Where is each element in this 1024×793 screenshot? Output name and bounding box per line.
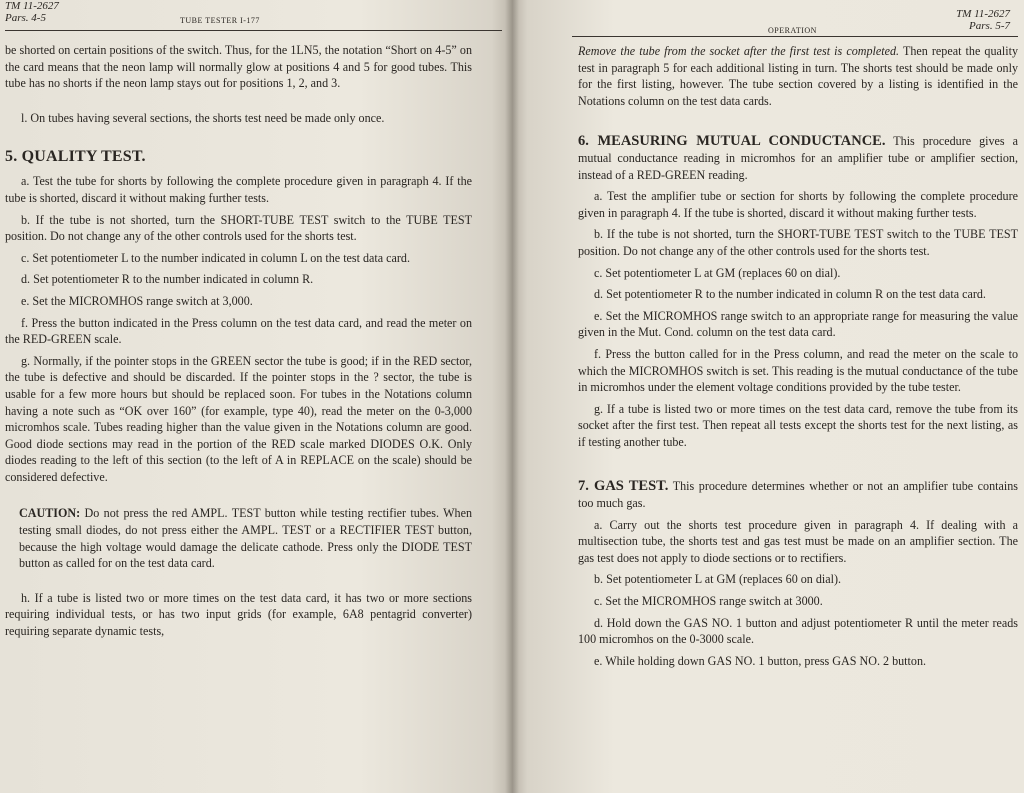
paragraph-l: l. On tubes having several sections, the shorts test need be made only once. — [21, 110, 385, 125]
continued-paragraph: be shorted on certain positions of the switch. Thus, for the 1LN5, the notation “Short on 4-5” on the card means that the neon lamp will normally glow at positions 4 and 5 for good tubes. This tube has no shorts if the neon lamp stays out for positions 1, 2, and 3. — [5, 43, 472, 91]
caution-label: CAUTION: — [19, 506, 81, 521]
section-6-heading: 6. MEASURING MUTUAL CONDUCTANCE. — [578, 133, 886, 150]
section-5-heading: 5. QUALITY TEST. — [5, 148, 146, 166]
mutual-item-f: f. Press the button called for in the Press column, and read the meter on the scale to which the MICROMHOS switch is set. This reading is the mutual conductance of the tube in micromhos under the element voltage conditions provided by the tube tester. — [578, 346, 1018, 395]
quality-item-d: d. Set potentiometer R to the number indicated in column R. — [21, 272, 314, 287]
right-page-header — [578, 0, 1018, 40]
right-pars: Pars. 5-7 — [969, 20, 1010, 32]
quality-item-b: b. If the tube is not shorted, turn the SHORT-TUBE TEST switch to the TUBE TEST position. Do not change any of the other controls used for the shorts test. — [5, 212, 472, 244]
caution-text: Do not press the red AMPL. TEST button while testing rectifier tubes. When testing small diodes, do not press either the AMPL. TEST or a RECTIFIER TEST button, because the high voltage would damage the delicate cathode. Press only the DIODE TEST button as called for on the test data card. — [19, 506, 472, 571]
intro-italic: Remove the tube from the socket after the first test is completed. — [578, 44, 900, 58]
quality-item-h: h. If a tube is listed two or more times on the test data card, it has two or more sections requiring individual tests, or has two input grids (for example, 6A8 pentagrid converter) requiring separate dynamic tests, — [5, 590, 472, 639]
gas-item-e: e. While holding down GAS NO. 1 button, press GAS NO. 2 button. — [594, 653, 927, 668]
intro-rest: Then repeat the quality test in paragraph 5 for each additional listing in turn. The shorts test should be made only for the first listing, however. The tube section covered by a listing is identified in the Notations column on the test data cards. — [578, 44, 1018, 108]
continued-paragraph-right — [578, 43, 1018, 109]
right-header-rule — [572, 36, 1018, 37]
mutual-item-c: c. Set potentiometer L at GM (replaces 60 on dial). — [594, 265, 841, 280]
quality-item-f: f. Press the button indicated in the Press column on the test data card, and read the meter on the RED-GREEN scale. — [5, 315, 472, 347]
left-pars: Pars. 4-5 — [5, 12, 46, 24]
section-7-heading: 7. GAS TEST. — [578, 478, 669, 495]
section-7-lead: This procedure determines whether or not an amplifier tube contains too much gas. — [578, 479, 1018, 511]
mutual-item-d: d. Set potentiometer R to the number indicated in column R on the test data card. — [594, 287, 986, 302]
quality-item-a: a. Test the tube for shorts by following the complete procedure given in paragraph 4. If the tube is shorted, discard it without making further tests. — [5, 174, 472, 205]
gas-item-a: a. Carry out the shorts test procedure given in paragraph 4. If dealing with a multisection tube, the shorts test and gas test must be made on an amplifier section. The gas test does not apply to diode sections or to rectifiers. — [578, 517, 1018, 565]
left-running-title: TUBE TESTER I-177 — [180, 16, 260, 25]
quality-item-g: g. Normally, if the pointer stops in the GREEN sector the tube is good; if in the RED sector, the tube is defective and should be discarded. If the pointer stops in the ? sector, the tube is usable for a few more hours but should be replaced soon. For tubes in the Notations column having a note such as “OK over 160” (for example, type 40), read the meter on the 0-3,000 micromhos scale. Tubes reading higher than the value given in the Notations column are good. Good diode sections may read in the portion of the RED scale marked DIODES O.K. Only diodes reading to the left of this section (to the left of A in REPLACE on the scale) should be considered defective. — [5, 353, 472, 484]
gas-item-b: b. Set potentiometer L at GM (replaces 60 on dial). — [594, 572, 842, 587]
mutual-item-a: a. Test the amplifier tube or section for shorts by following the complete procedure given in paragraph 4. If the tube is shorted, discard it without making further tests. — [578, 189, 1018, 220]
mutual-item-g: g. If a tube is listed two or more times on the test data card, remove the tube from its socket after the first test. Then repeat all tests except the shorts test for the next listing, as if testing another tube. — [578, 401, 1018, 449]
section-6-lead: This procedure gives a mutual conductance reading in micromhos for an amplifier tube or amplifier section, instead of a RED-GREEN reading. — [578, 134, 1018, 182]
right-running-title: OPERATION — [768, 26, 817, 35]
left-tm-number: TM 11-2627 — [5, 0, 59, 12]
gas-item-d: d. Hold down the GAS NO. 1 button and adjust potentiometer R until the meter reads 100 micromhos on the 0-3000 scale. — [578, 615, 1018, 647]
right-page — [512, 0, 1024, 793]
quality-item-c: c. Set potentiometer L to the number indicated in column L on the test data card. — [21, 250, 411, 265]
left-page-header — [5, 0, 472, 50]
right-tm-number: TM 11-2627 — [956, 8, 1010, 20]
section-6-paragraph — [578, 133, 1018, 183]
quality-item-e: e. Set the MICROMHOS range switch at 3,000. — [21, 293, 253, 308]
book-gutter — [505, 0, 519, 793]
gas-item-c: c. Set the MICROMHOS range switch at 3000. — [594, 594, 823, 609]
mutual-item-b: b. If the tube is not shorted, turn the SHORT-TUBE TEST switch to the TUBE TEST position. Do not change any of the other controls used for the shorts test. — [578, 227, 1018, 258]
mutual-item-e: e. Set the MICROMHOS range switch to an appropriate range for measuring the value given in the Mut. Cond. column on the test data card. — [578, 308, 1018, 340]
section-7-paragraph — [578, 478, 1018, 511]
left-header-rule — [5, 30, 502, 31]
caution-note — [5, 505, 472, 571]
